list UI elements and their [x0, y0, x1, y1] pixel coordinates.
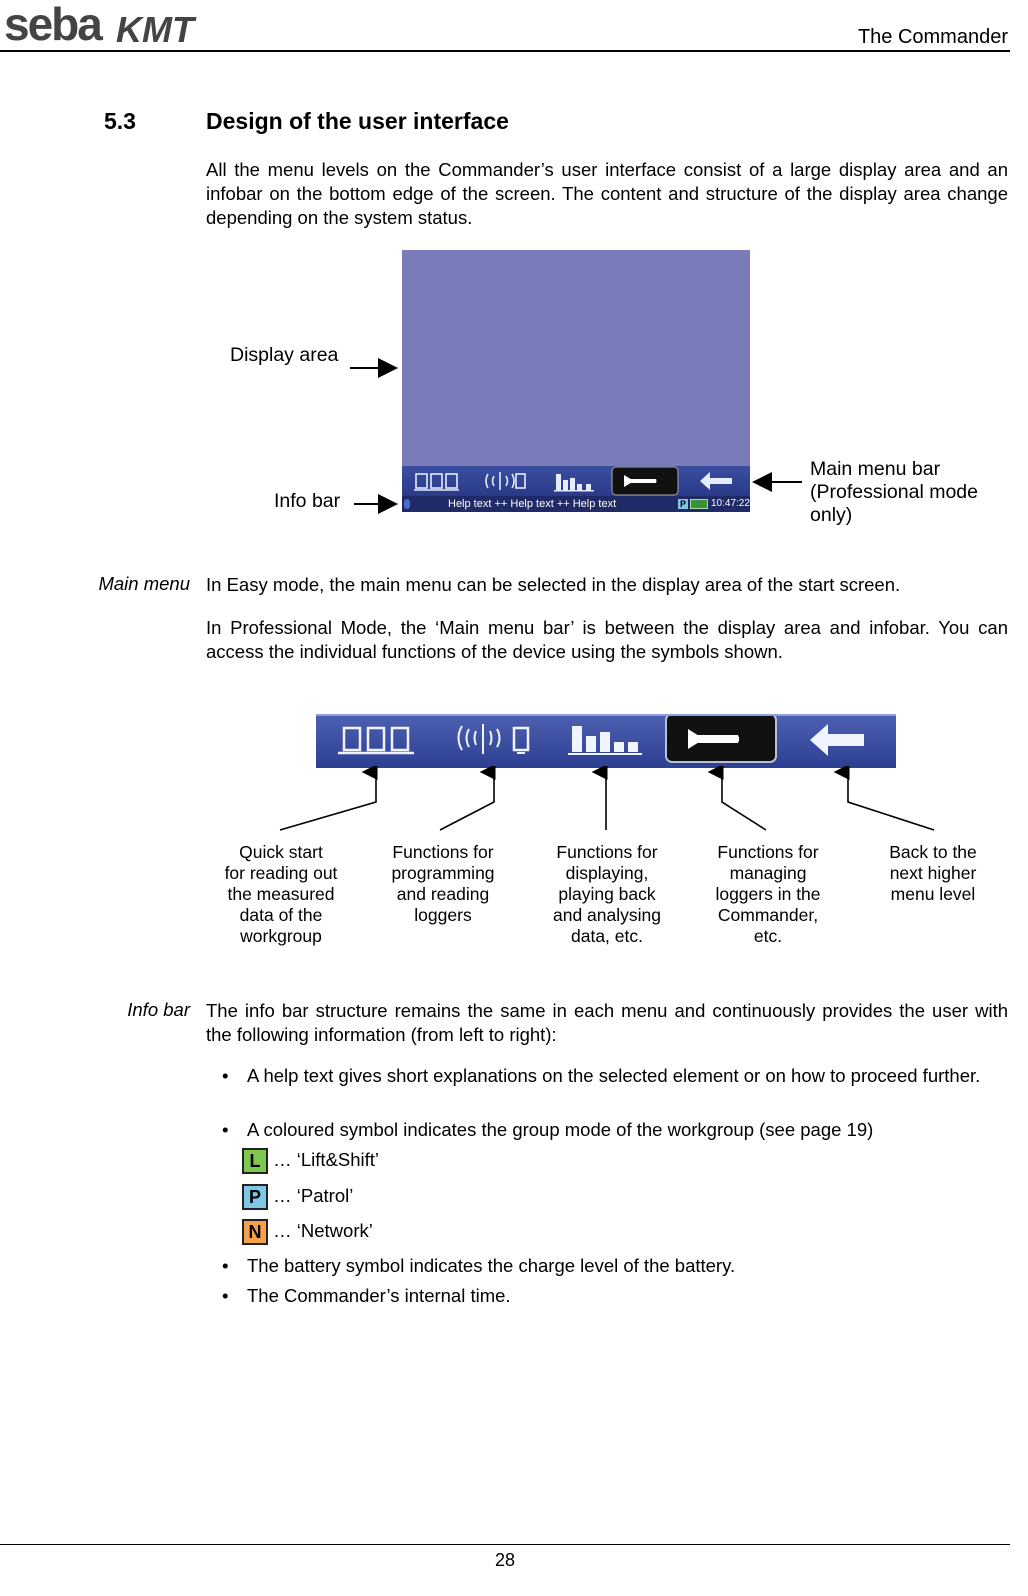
caption-line: managing: [729, 863, 807, 883]
main-menu-bar-label-line: Main menu bar: [810, 458, 941, 480]
caption-line: for reading out: [224, 863, 338, 883]
intro-paragraph: All the menu levels on the Commander’s user interface consist of a large display area and an infobar on the bottom edge of the screen. The content and structure of the display area change depending on the system status.: [206, 159, 1008, 228]
screen-help-text: Help text ++ Help text ++ Help text: [448, 498, 617, 510]
caption-line: data, etc.: [571, 926, 643, 946]
bullet-help-text: [222, 1064, 1008, 1112]
back-arrow-icon: [810, 724, 864, 756]
bullet-text: The battery symbol indicates the charge level of the battery.: [247, 1255, 736, 1276]
mode-patrol: [242, 1184, 353, 1210]
caption-line: Commander,: [717, 905, 819, 925]
sebakmt-logo: [4, 2, 226, 46]
screen-main-menu-bar: [402, 466, 750, 496]
page-number: 28: [494, 1550, 516, 1570]
scroll-indicator-icon: [404, 499, 410, 509]
caption-line: the measured: [227, 884, 335, 904]
mode-label: … ‘Lift&Shift’: [273, 1148, 380, 1170]
programming-icon: [459, 724, 529, 754]
bullet-text: A help text gives short explanations on the selected element or on how to proceed further.: [247, 1065, 981, 1086]
main-menu-bar-label-line: only): [810, 504, 853, 526]
caption-line: workgroup: [240, 926, 322, 946]
screen-time: 10:47:22: [711, 498, 750, 509]
display-area-label: Display area: [230, 344, 339, 366]
caption-analysis: [542, 842, 672, 947]
main-menu-paragraph-2: In Professional Mode, the ‘Main menu bar’ is between the display area and infobar. You can access the individual functions of the device using the symbols shown.: [206, 617, 1008, 662]
main-menu-arrow: [750, 472, 806, 492]
mode-badge-l: L: [242, 1148, 268, 1174]
caption-line: Functions for: [556, 842, 658, 862]
footer-rule: [0, 1544, 1010, 1545]
caption-back: [868, 842, 998, 905]
battery-icon: [690, 499, 708, 509]
section-number: 5.3: [104, 108, 136, 134]
quick-start-icon: [338, 728, 414, 753]
document-title: The Commander: [857, 26, 1008, 48]
main-menu-bar-label: [810, 458, 978, 527]
main-menu-paragraph-1: In Easy mode, the main menu can be selected in the display area of the start screen.: [206, 574, 901, 595]
bullet-battery: [222, 1254, 1008, 1278]
screen-menu-icons: [402, 466, 750, 496]
info-bar-paragraph: The info bar structure remains the same in each menu and continuously provides the user with the following information (from left to right):: [206, 1000, 1008, 1045]
caption-line: displaying,: [565, 863, 649, 883]
caption-line: loggers: [414, 905, 472, 925]
caption-management: [703, 842, 833, 947]
management-icon: [666, 716, 776, 762]
info-bar-side-label: Info bar: [127, 999, 190, 1020]
screen-mode-badge: P: [679, 499, 686, 509]
caption-quick-start: [216, 842, 346, 947]
caption-line: menu level: [890, 884, 976, 904]
menu-bar-icons: [316, 716, 896, 766]
caption-programming: [378, 842, 508, 926]
mode-badge-n: N: [242, 1219, 268, 1245]
svg-text:KMT: KMT: [116, 9, 194, 46]
info-bar-label: Info bar: [274, 490, 341, 512]
caption-line: Functions for: [717, 842, 819, 862]
main-menu-bar-enlarged: [316, 714, 896, 768]
bullet-group-mode: [222, 1118, 1008, 1142]
caption-line: and analysing: [553, 905, 661, 925]
mode-network: [242, 1219, 373, 1245]
caption-pointer-lines: [260, 766, 960, 836]
analysis-icon: [568, 726, 642, 755]
main-menu-bar-label-line: (Professional mode: [810, 481, 978, 503]
bullet-dot: •: [222, 1255, 229, 1276]
screen-mockup: [402, 250, 750, 512]
caption-line: programming: [391, 863, 495, 883]
mode-label: … ‘Patrol’: [273, 1184, 354, 1206]
mode-badge-p: P: [242, 1184, 268, 1210]
caption-line: Back to the: [889, 842, 977, 862]
caption-line: data of the: [239, 905, 323, 925]
caption-line: Functions for: [392, 842, 494, 862]
caption-line: loggers in the: [715, 884, 821, 904]
header-rule: [0, 50, 1010, 52]
bullet-dot: •: [222, 1119, 229, 1140]
caption-line: playing back: [558, 884, 656, 904]
caption-line: and reading: [396, 884, 490, 904]
caption-line: next higher: [889, 863, 977, 883]
mode-lift-shift: [242, 1148, 379, 1174]
caption-line: Quick start: [239, 842, 323, 862]
caption-line: etc.: [753, 926, 783, 946]
bullet-dot: •: [222, 1285, 229, 1306]
bullet-time: [222, 1284, 1008, 1308]
svg-text:seba: seba: [4, 2, 101, 46]
bullet-text: The Commander’s internal time.: [247, 1285, 511, 1306]
screen-info-bar: [402, 496, 750, 512]
bullet-dot: •: [222, 1065, 229, 1086]
main-menu-side-label: Main menu: [98, 573, 190, 594]
section-title: Design of the user interface: [206, 108, 509, 134]
bullet-text: A coloured symbol indicates the group mode of the workgroup (see page 19): [247, 1119, 874, 1140]
mode-label: … ‘Network’: [273, 1219, 373, 1241]
